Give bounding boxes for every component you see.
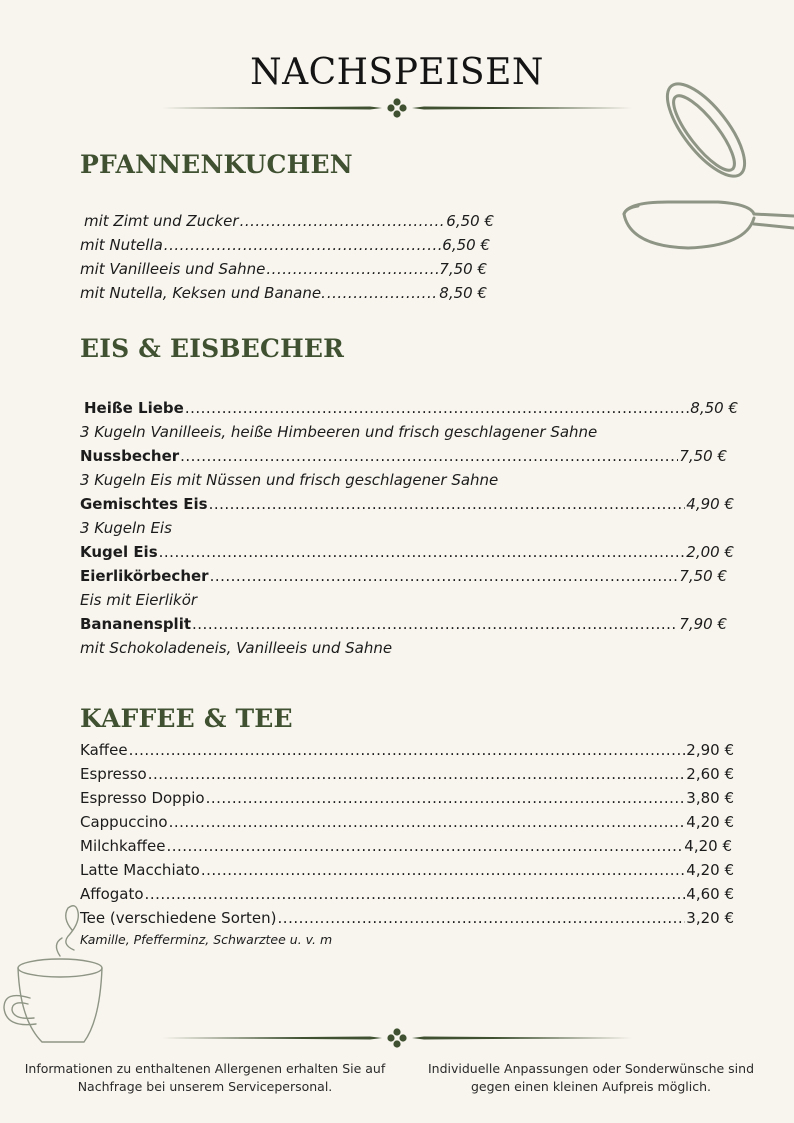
menu-item-price: 4,20 €: [684, 837, 732, 855]
dot-leader: [327, 283, 438, 303]
menu-item-price: 8,50 €: [690, 399, 738, 417]
menu-item: [80, 836, 732, 856]
menu-item-name: Espresso: [80, 765, 147, 783]
menu-item-name: Milchkaffee: [80, 837, 166, 855]
menu-item-price: 2,90 €: [686, 741, 734, 759]
menu-item-description: 3 Kugeln Eis: [80, 519, 172, 537]
menu-item: [80, 812, 734, 832]
dot-leader: [209, 494, 686, 514]
menu-item: [80, 398, 738, 418]
dot-leader: [206, 788, 686, 808]
dot-leader: [148, 764, 686, 784]
menu-item-name: Bananensplit: [80, 615, 192, 633]
menu-item-name: Latte Macchiato: [80, 861, 200, 879]
dot-leader: [240, 211, 446, 231]
menu-item-price: 7,90 €: [679, 615, 727, 633]
menu-item: [80, 235, 490, 255]
menu-item-price: 2,00 €: [686, 543, 734, 561]
menu-item-price: 4,90 €: [686, 495, 734, 513]
menu-item-name: mit Zimt und Zucker: [84, 212, 239, 230]
footer-allergen-info: Informationen zu enthaltenen Allergenen erhalten Sie auf Nachfrage bei unserem Servicepersonal.: [24, 1061, 386, 1094]
section-heading-ice-cream: EIS & EISBECHER: [80, 334, 345, 363]
menu-item-name: Tee (verschiedene Sorten): [80, 909, 277, 927]
dot-leader: [164, 235, 441, 255]
menu-item-name: Eierlikörbecher: [80, 567, 209, 585]
menu-item: [80, 446, 727, 466]
menu-item-price: 7,50 €: [679, 567, 727, 585]
dot-leader: [185, 398, 689, 418]
divider-ornament-bottom: [160, 1027, 634, 1049]
footer-custom-requests: Individuelle Anpassungen oder Sonderwünsche sind gegen einen kleinen Aufpreis möglich.: [427, 1061, 755, 1094]
menu-item: [80, 740, 734, 760]
divider-ornament-top: [160, 97, 634, 119]
menu-item-price: 4,20 €: [686, 813, 734, 831]
menu-item: [80, 614, 727, 634]
menu-item: [80, 566, 727, 586]
dot-leader: [278, 908, 686, 928]
menu-item-price: 7,50 €: [679, 447, 727, 465]
pan-illustration-icon: [618, 78, 794, 258]
menu-item-price: 7,50 €: [439, 260, 487, 278]
dot-leader: [166, 836, 683, 856]
menu-item-price: 3,80 €: [686, 789, 734, 807]
menu-item-name: Affogato: [80, 885, 144, 903]
dot-leader: [159, 542, 686, 562]
dot-leader: [266, 259, 438, 279]
tea-varieties-note: Kamille, Pfefferminz, Schwarztee u. v. m: [80, 932, 333, 947]
dot-leader: [192, 614, 678, 634]
menu-item-description: 3 Kugeln Vanilleeis, heiße Himbeeren und frisch geschlagener Sahne: [80, 423, 598, 441]
section-heading-coffee-tea: KAFFEE & TEE: [80, 704, 293, 733]
menu-item-name: Nussbecher: [80, 447, 180, 465]
dot-leader: [169, 812, 686, 832]
menu-item-name: mit Vanilleeis und Sahne: [80, 260, 266, 278]
menu-item-price: 6,50 €: [442, 236, 490, 254]
menu-item-name: Heiße Liebe: [84, 399, 184, 417]
menu-item-description: mit Schokoladeneis, Vanilleeis und Sahne: [80, 639, 393, 657]
menu-item-price: 8,50 €: [439, 284, 487, 302]
menu-item: [80, 764, 734, 784]
menu-item: [80, 494, 734, 514]
menu-item: [80, 788, 734, 808]
menu-item-description: Eis mit Eierlikör: [80, 591, 198, 609]
menu-item-description: 3 Kugeln Eis mit Nüssen und frisch geschlagener Sahne: [80, 471, 499, 489]
page-title: NACHSPEISEN: [250, 52, 544, 93]
menu-item-name: Kugel Eis: [80, 543, 158, 561]
dot-leader: [145, 884, 686, 904]
menu-item-name: Cappuccino: [80, 813, 168, 831]
menu-item-name: Espresso Doppio: [80, 789, 205, 807]
menu-item-name: Kaffee: [80, 741, 128, 759]
dot-leader: [129, 740, 686, 760]
menu-item: [80, 884, 734, 904]
menu-item-price: 4,60 €: [686, 885, 734, 903]
menu-item-name: mit Nutella: [80, 236, 163, 254]
dot-leader: [180, 446, 678, 466]
menu-item: [80, 259, 487, 279]
cup-illustration-icon: [0, 900, 120, 1050]
menu-item: [80, 908, 734, 928]
dot-leader: [210, 566, 679, 586]
menu-item-price: 2,60 €: [686, 765, 734, 783]
menu-item-name: Gemischtes Eis: [80, 495, 208, 513]
menu-item-price: 6,50 €: [446, 212, 494, 230]
menu-item: [80, 542, 734, 562]
menu-item: [80, 860, 734, 880]
menu-item-name: mit Nutella, Keksen und Banane.: [80, 284, 326, 302]
menu-item: [80, 211, 494, 231]
fleuron-icon: [387, 1028, 406, 1047]
dot-leader: [201, 860, 685, 880]
menu-item: [80, 283, 487, 303]
fleuron-icon: [387, 98, 406, 117]
menu-item-price: 4,20 €: [686, 861, 734, 879]
section-heading-pancakes: PFANNENKUCHEN: [80, 150, 353, 179]
menu-item-price: 3,20 €: [686, 909, 734, 927]
